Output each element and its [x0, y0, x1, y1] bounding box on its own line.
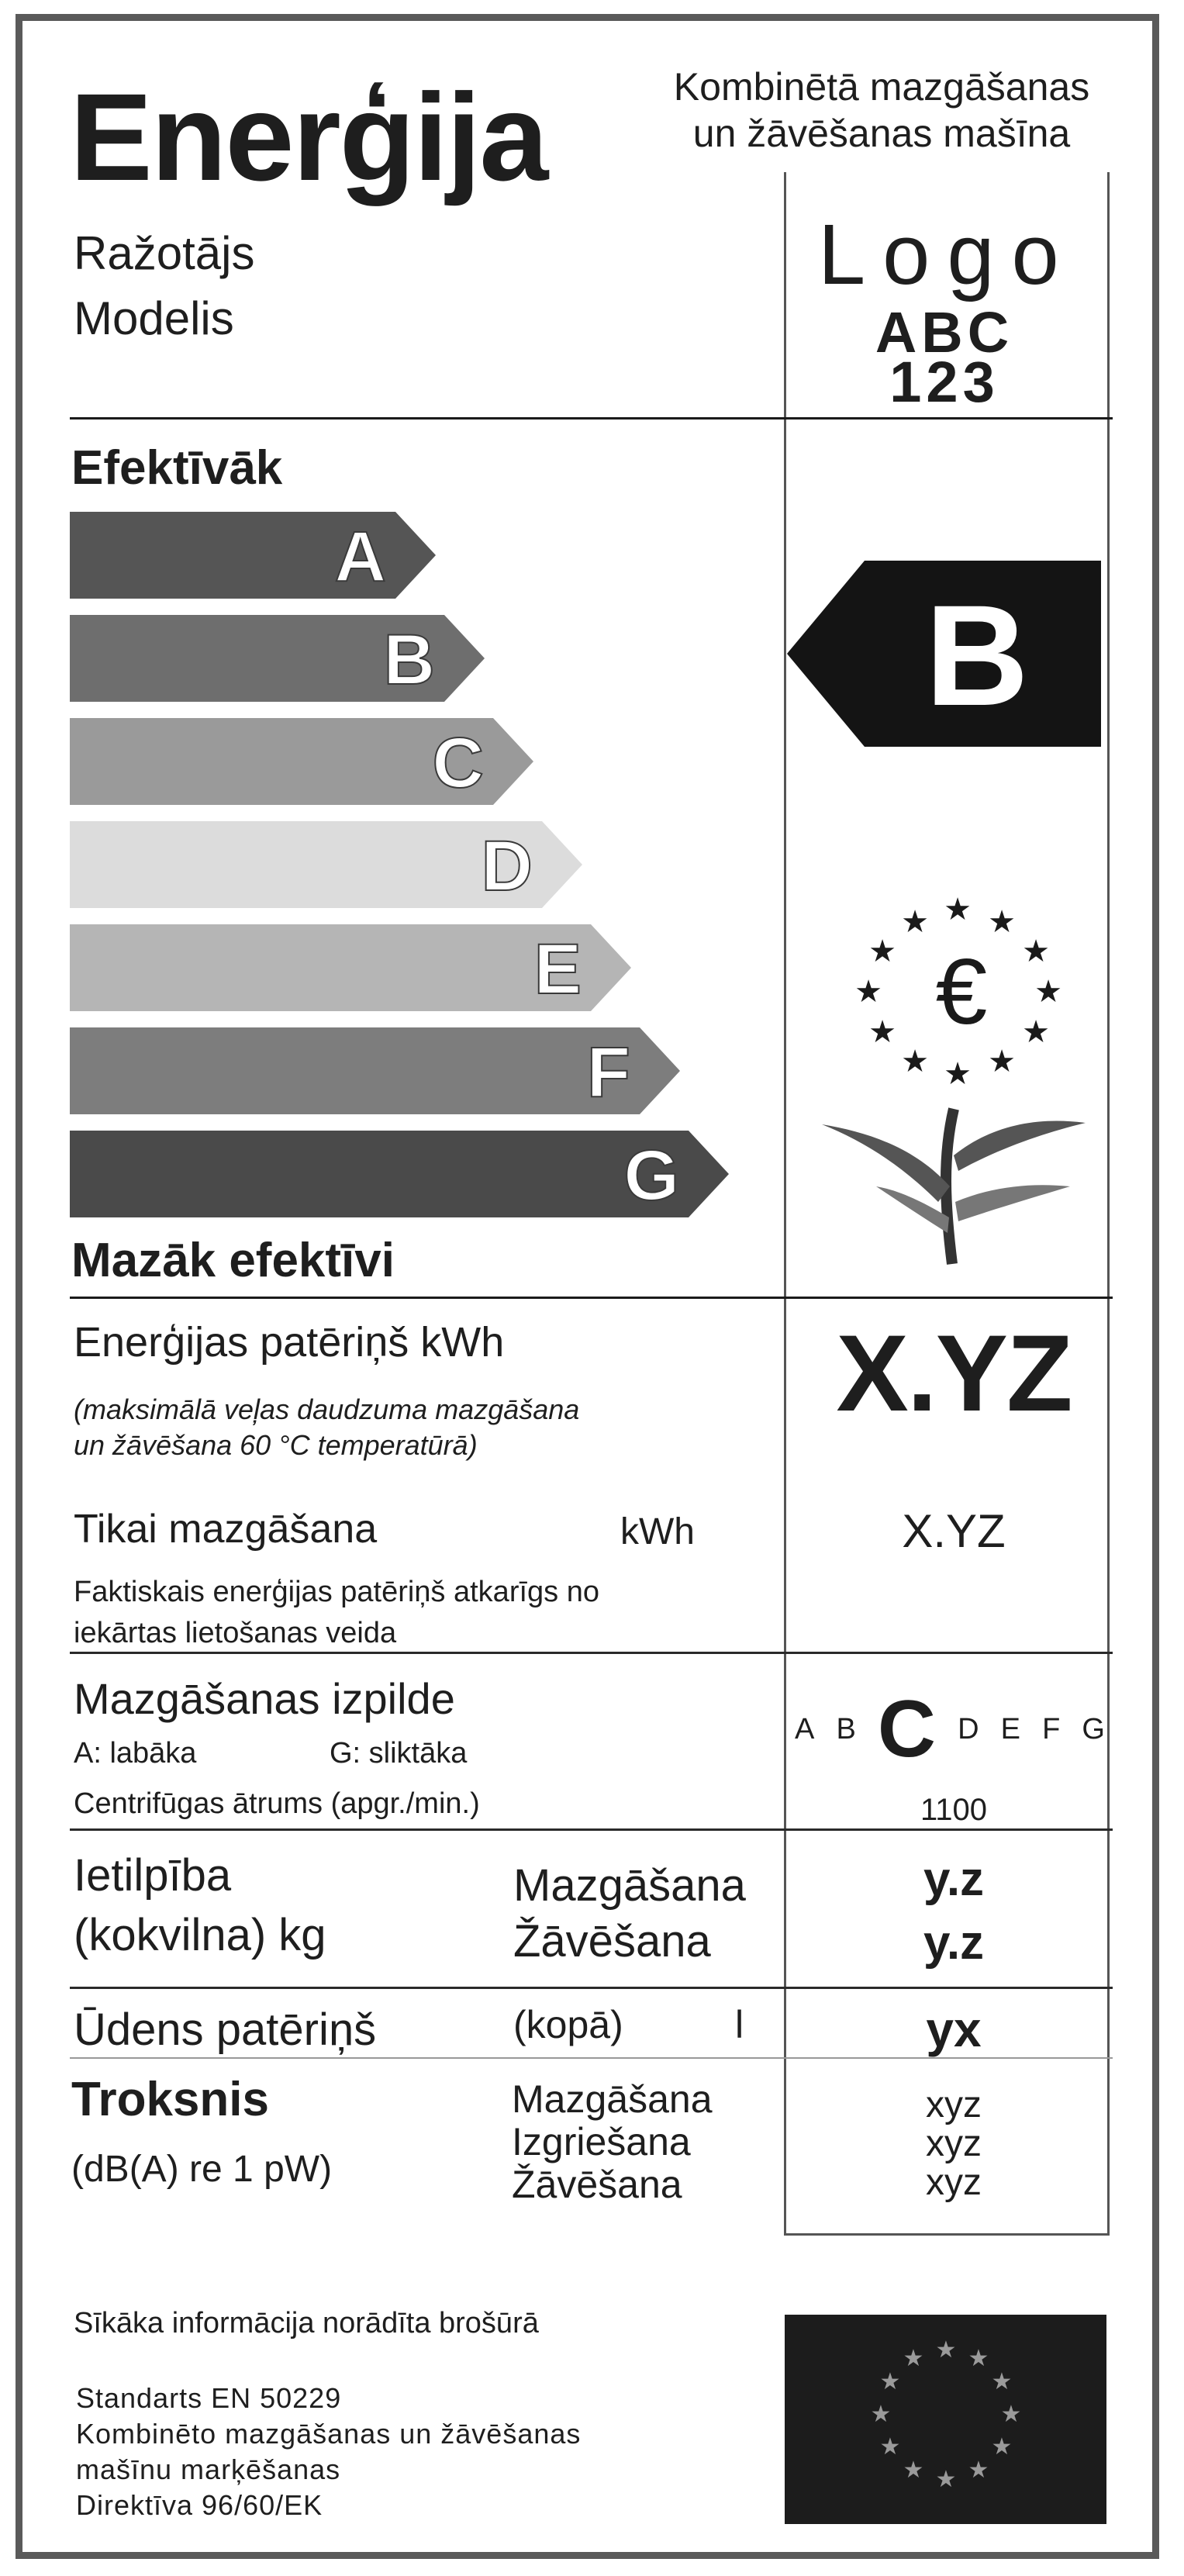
wash-scale-letter-a: A — [795, 1712, 815, 1746]
spin-speed-value: 1100 — [920, 1793, 987, 1827]
scale-letter-f: F — [586, 1033, 630, 1112]
wash-performance-scale — [795, 1683, 1105, 1774]
rating-letter: B — [925, 576, 1029, 736]
svg-text:★: ★ — [988, 905, 1016, 939]
svg-text:★: ★ — [903, 2457, 924, 2483]
svg-text:★: ★ — [870, 2402, 892, 2427]
svg-text:★: ★ — [1034, 975, 1062, 1009]
energy-divider — [70, 1652, 1113, 1654]
wash-divider — [70, 1828, 1113, 1831]
capacity-divider — [70, 1987, 1113, 1989]
wash-only-unit: kWh — [620, 1511, 695, 1552]
svg-text:★: ★ — [879, 2434, 901, 2460]
actual-consumption-line-1: Faktiskais enerģijas patēriņš atkarīgs no — [74, 1576, 599, 1608]
svg-text:★: ★ — [903, 2346, 924, 2371]
svg-text:★: ★ — [868, 934, 896, 969]
svg-text:★: ★ — [968, 2346, 989, 2371]
water-consumption-value: yx — [926, 2001, 982, 2057]
product-type-line-2: un žāvēšanas mašīna — [692, 112, 1071, 155]
eu-flag-icon — [785, 2315, 1106, 2524]
scale-letter-g: G — [623, 1136, 679, 1215]
capacity-wash-label: Mazgāšana — [513, 1860, 746, 1911]
energy-consumption-label: Enerģijas patēriņš kWh — [74, 1319, 505, 1366]
noise-mode-labels — [512, 2078, 713, 2206]
water-consumption-label: Ūdens patēriņš — [74, 2005, 377, 2055]
svg-text:★: ★ — [1000, 2402, 1022, 2427]
capacity-label-line-2: (kokvilna) kg — [74, 1910, 326, 1960]
noise-unit-label: (dB(A) re 1 pW) — [71, 2149, 333, 2190]
model-label: Modelis — [74, 292, 234, 344]
product-type-line-1: Kombinētā mazgāšanas — [673, 65, 1090, 109]
energy-note-line-1: (maksimālā veļas daudzuma mazgāšana — [74, 1393, 580, 1425]
capacity-dry-label: Žāvēšana — [513, 1916, 711, 1967]
noise-wash-value: xyz — [926, 2084, 982, 2125]
energy-note — [74, 1392, 579, 1463]
scale-letter-c: C — [432, 723, 484, 803]
wash-performance-worst: G: sliktāka — [330, 1737, 468, 1770]
svg-text:★: ★ — [988, 1045, 1016, 1079]
wash-scale-letter-d: D — [958, 1712, 979, 1746]
svg-text:★: ★ — [901, 1045, 929, 1079]
svg-text:★: ★ — [868, 1015, 896, 1049]
wash-scale-letter-f: F — [1042, 1712, 1061, 1746]
logo-letters: ABC — [875, 300, 1014, 364]
svg-text:★: ★ — [935, 2467, 957, 2492]
svg-text:★: ★ — [935, 2337, 957, 2363]
svg-text:★: ★ — [1022, 934, 1050, 969]
scale-letter-a: A — [334, 517, 386, 596]
supplier-logo: Logo — [818, 207, 1076, 302]
noise-spin-value: xyz — [926, 2123, 982, 2164]
noise-dry-value: xyz — [926, 2162, 982, 2203]
energy-consumption-value: X.YZ — [836, 1312, 1072, 1434]
standard-line-2: Kombinēto mazgāšanas un žāvēšanas — [76, 2418, 582, 2450]
wash-only-label: Tikai mazgāšana — [74, 1507, 378, 1552]
scale-letter-e: E — [533, 930, 582, 1009]
svg-text:★: ★ — [1022, 1015, 1050, 1049]
right-column-bottom-border — [784, 2233, 1110, 2236]
page-title: Enerģija — [70, 67, 547, 206]
noise-wash-label: Mazgāšana — [512, 2077, 713, 2121]
svg-text:★: ★ — [879, 2369, 901, 2395]
spin-speed-label: Centrifūgas ātrums (apgr./min.) — [74, 1787, 480, 1820]
wash-scale-letter-c: C — [877, 1683, 937, 1774]
svg-text:★: ★ — [991, 2369, 1013, 2395]
scale-letter-d: D — [481, 827, 533, 906]
wash-scale-letter-b: B — [836, 1712, 856, 1746]
wash-scale-letter-e: E — [1000, 1712, 1021, 1746]
svg-text:★: ★ — [944, 1057, 972, 1091]
standard-line-3: mašīnu marķēšanas — [76, 2453, 341, 2485]
noise-spin-label: Izgriešana — [512, 2120, 691, 2163]
capacity-wash-value: y.z — [923, 1853, 985, 1906]
water-consumption-sub: (kopā) — [513, 2003, 623, 2046]
wash-scale-letter-g: G — [1082, 1712, 1105, 1746]
svg-text:★: ★ — [854, 975, 882, 1009]
scale-letter-b: B — [383, 620, 435, 699]
water-consumption-unit: l — [735, 2003, 744, 2046]
more-info-text: Sīkāka informācija norādīta brošūrā — [74, 2307, 539, 2339]
energy-note-line-2: un žāvēšana 60 °C temperatūrā) — [74, 1429, 478, 1461]
capacity-label-line-1: Ietilpība — [74, 1850, 232, 1901]
svg-text:★: ★ — [968, 2457, 989, 2483]
svg-text:★: ★ — [991, 2434, 1013, 2460]
scale-bottom-label: Mazāk efektīvi — [71, 1234, 395, 1287]
manufacturer-label: Ražotājs — [74, 227, 255, 279]
standard-line-1: Standarts EN 50229 — [76, 2382, 342, 2414]
scale-divider — [70, 1297, 1113, 1299]
actual-consumption-line-2: iekārtas lietošanas veida — [74, 1617, 397, 1649]
svg-text:★: ★ — [944, 893, 972, 927]
capacity-dry-value: y.z — [923, 1916, 985, 1970]
standard-text — [76, 2381, 581, 2523]
standard-line-4: Direktīva 96/60/EK — [76, 2489, 323, 2521]
wash-only-value: X.YZ — [902, 1505, 1006, 1557]
noise-values — [783, 2086, 1124, 2202]
svg-text:★: ★ — [901, 905, 929, 939]
eu-ecolabel-flower-icon — [806, 876, 1101, 1279]
logo-numbers: 123 — [889, 350, 999, 414]
noise-label: Troksnis — [71, 2073, 269, 2126]
noise-dry-label: Žāvēšana — [512, 2163, 682, 2206]
scale-top-label: Efektīvāk — [71, 441, 283, 495]
wash-performance-best: A: labāka — [74, 1737, 197, 1770]
water-divider — [70, 2057, 1113, 2059]
euro-symbol: € — [935, 940, 988, 1044]
wash-performance-label: Mazgāšanas izpilde — [74, 1674, 455, 1723]
